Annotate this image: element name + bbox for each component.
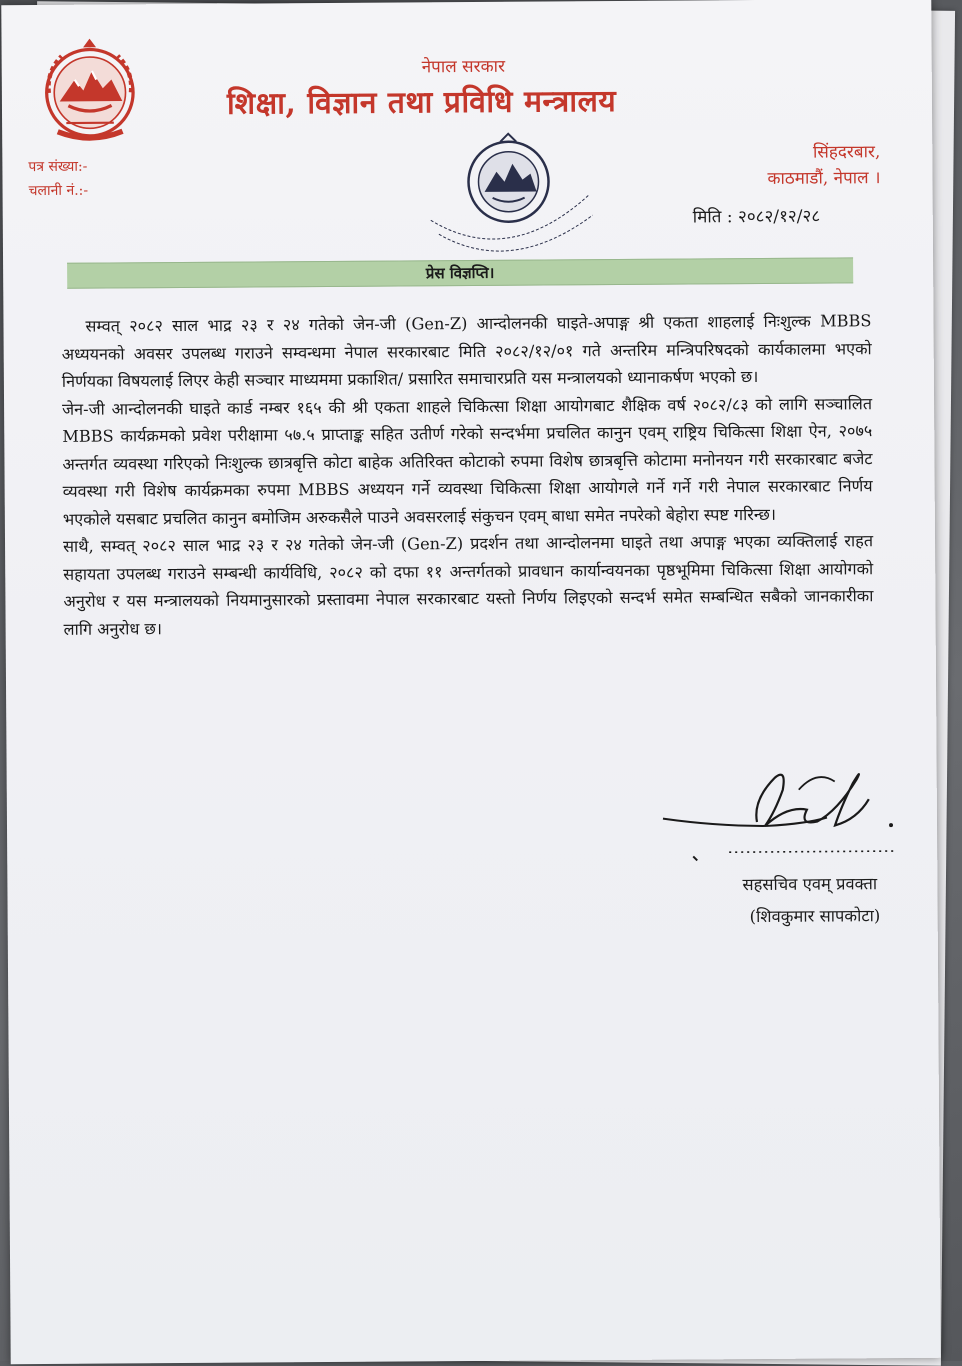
signatory-name: (शिवकुमार सापकोटा) bbox=[749, 906, 881, 927]
body-paragraph-2: जेन-जी आन्दोलनकी घाइते कार्ड नम्बर १६५ की श्री एकता शाहले चिकित्सा शिक्षा आयोगबाट शैक्षिक वर्ष २०८२/८३ को लागि सञ्चालित MBBS कार्यक्रमको प्रवेश परीक्षामा ५७.५ प्राप्ताङ्क सहित उतीर्ण गरेको सन्दर्भमा प्रचलित कानुन एवम् राष्ट्रिय चिकित्सा शिक्षा ऐन, २०७५ अन्तर्गत व्यवस्था गरिएको निःशुल्क छात्रबृत्ति कोटा बाहेक अतिरिक्त कोटाको रुपमा विशेष छात्रबृत्ति कोटामा मनोनयन गरी सरकारबाट बजेट व्यवस्था गरी विशेष कार्यक्रमका रुपमा MBBS अध्ययन गर्ने व्यवस्था चिकित्सा शिक्षा आयोगले गर्ने गर्ने गरी नेपाल सरकारबाट निर्णय भएकोले यसबाट प्रचलित कानुन बमोजिम अरुकसैले पाउने अवसरलाई संकुचन एवम् बाधा समेत नपरेको बेहोरा स्पष्ट गरिन्छ। bbox=[62, 393, 873, 529]
dispatch-number-label: चलानी नं.:- bbox=[28, 182, 89, 200]
body-paragraph-1: सम्वत् २०८२ साल भाद्र २३ र २४ गतेको जेन-जी (Gen-Z) आन्दोलनकी घाइते-अपाङ्ग श्री एकता शाहलाई निःशुल्क MBBS अध्ययनको अवसर उपलब्ध गराउने सम्वन्धमा नेपाल सरकारबाट मिति २०८२/१२/०१ गते अन्तरिम मन्त्रिपरिषदको कार्यकालमा भएको निर्णयका विषयलाई लिएर केही सञ्चार माध्यममा प्रकाशित/ प्रसारित समाचारप्रति यस मन्त्रालयको ध्यानाकर्षण भएको छ। bbox=[61, 311, 872, 391]
letter-date: मिति : २०८२/१२/२८ bbox=[692, 206, 821, 228]
nepal-emblem-icon bbox=[36, 38, 145, 147]
official-stamp-icon bbox=[420, 129, 601, 260]
body-paragraph-3: साथै, सम्वत् २०८२ साल भाद्र २३ र २४ गतेको जेन-जी (Gen-Z) प्रदर्शन तथा आन्दोलनमा घाइते तथा अपाङ्ग भएका व्यक्तिलाई राहत सहायता उपलब्ध गराउने सम्बन्धी कार्यविधि, २०८२ को दफा ११ अन्तर्गतको प्रावधान कार्यान्वयनका पृष्ठभूमिमा चिकित्सा शिक्षा आयोगको अनुरोध र यस मन्त्रालयको नियमानुसारको प्रस्तावमा नेपाल सरकारबाट यस्तो निर्णय लिइएको सन्दर्भ समेत सम्बन्धित सबैको जानकारीका लागि अनुरोध छ। bbox=[62, 531, 874, 639]
signatory-title: सहसचिव एवम् प्रवक्ता bbox=[742, 874, 878, 895]
ministry-title: शिक्षा, विज्ञान तथा प्रविधि मन्त्रालय bbox=[226, 83, 617, 122]
reference-number-label: पत्र संख्या:- bbox=[28, 158, 88, 176]
address-line-2: काठमाडौं, नेपाल । bbox=[767, 168, 881, 189]
government-name: नेपाल सरकार bbox=[421, 56, 506, 78]
press-release-body bbox=[61, 307, 873, 643]
letter-sheet bbox=[1, 0, 940, 1364]
address-line-1: सिंहदरबार, bbox=[812, 142, 881, 163]
handwritten-signature bbox=[657, 759, 908, 871]
press-release-heading: प्रेस विज्ञप्ति। bbox=[67, 257, 853, 288]
